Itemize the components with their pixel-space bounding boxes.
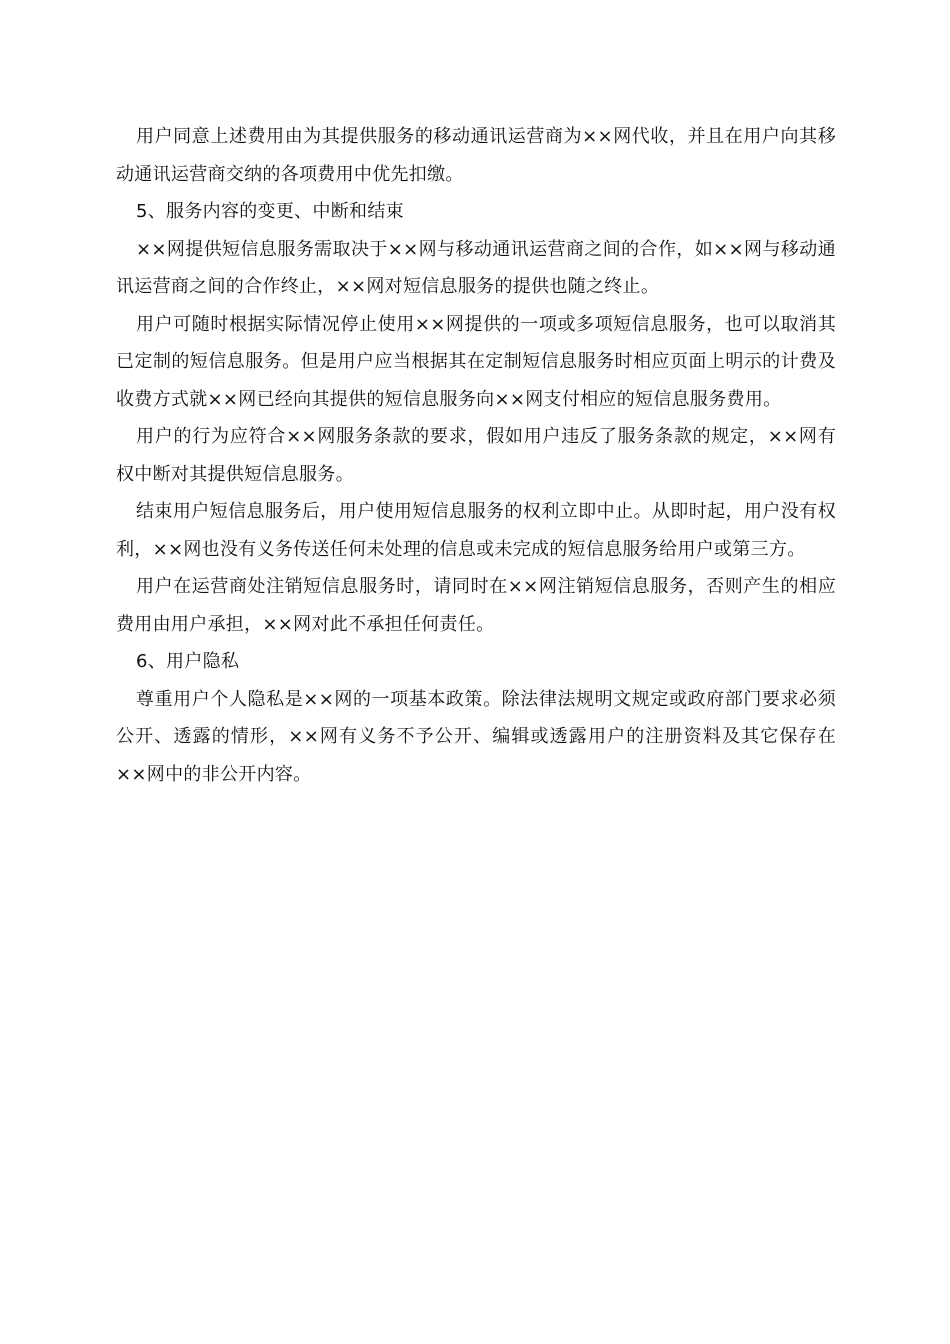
paragraph-violation: 用户的行为应符合××网服务条款的要求，假如用户违反了服务条款的规定，××网有权中断对其提供短信息服务。 — [116, 426, 836, 485]
paragraph-stop-service: 用户可随时根据实际情况停止使用××网提供的一项或多项短信息服务，也可以取消其已定制的短信息服务。但是用户应当根据其在定制短信息服务时相应页面上明示的计费及收费方式就××网已经向其提供的短信息服务向××网支付相应的短信息服务费用。 — [116, 313, 836, 410]
section-heading-6: 6、用户隐私 — [136, 651, 240, 672]
document-page — [116, 118, 836, 793]
paragraph-fee-collection: 用户同意上述费用由为其提供服务的移动通讯运营商为××网代收，并且在用户向其移动通讯运营商交纳的各项费用中优先扣缴。 — [116, 126, 836, 185]
paragraph-cancellation: 用户在运营商处注销短信息服务时，请同时在××网注销短信息服务，否则产生的相应费用由用户承担，××网对此不承担任何责任。 — [116, 576, 836, 635]
paragraph-end-service: 结束用户短信息服务后，用户使用短信息服务的权利立即中止。从即时起，用户没有权利，××网也没有义务传送任何未处理的信息或未完成的短信息服务给用户或第三方。 — [116, 501, 836, 560]
paragraph-privacy: 尊重用户个人隐私是××网的一项基本政策。除法律法规明文规定或政府部门要求必须公开、透露的情形，××网有义务不予公开、编辑或透露用户的注册资料及其它保存在××网中的非公开内容。 — [116, 688, 836, 785]
paragraph-cooperation-termination: ××网提供短信息服务需取决于××网与移动通讯运营商之间的合作，如××网与移动通讯运营商之间的合作终止，××网对短信息服务的提供也随之终止。 — [116, 238, 836, 297]
section-heading-5: 5、服务内容的变更、中断和结束 — [136, 201, 404, 222]
